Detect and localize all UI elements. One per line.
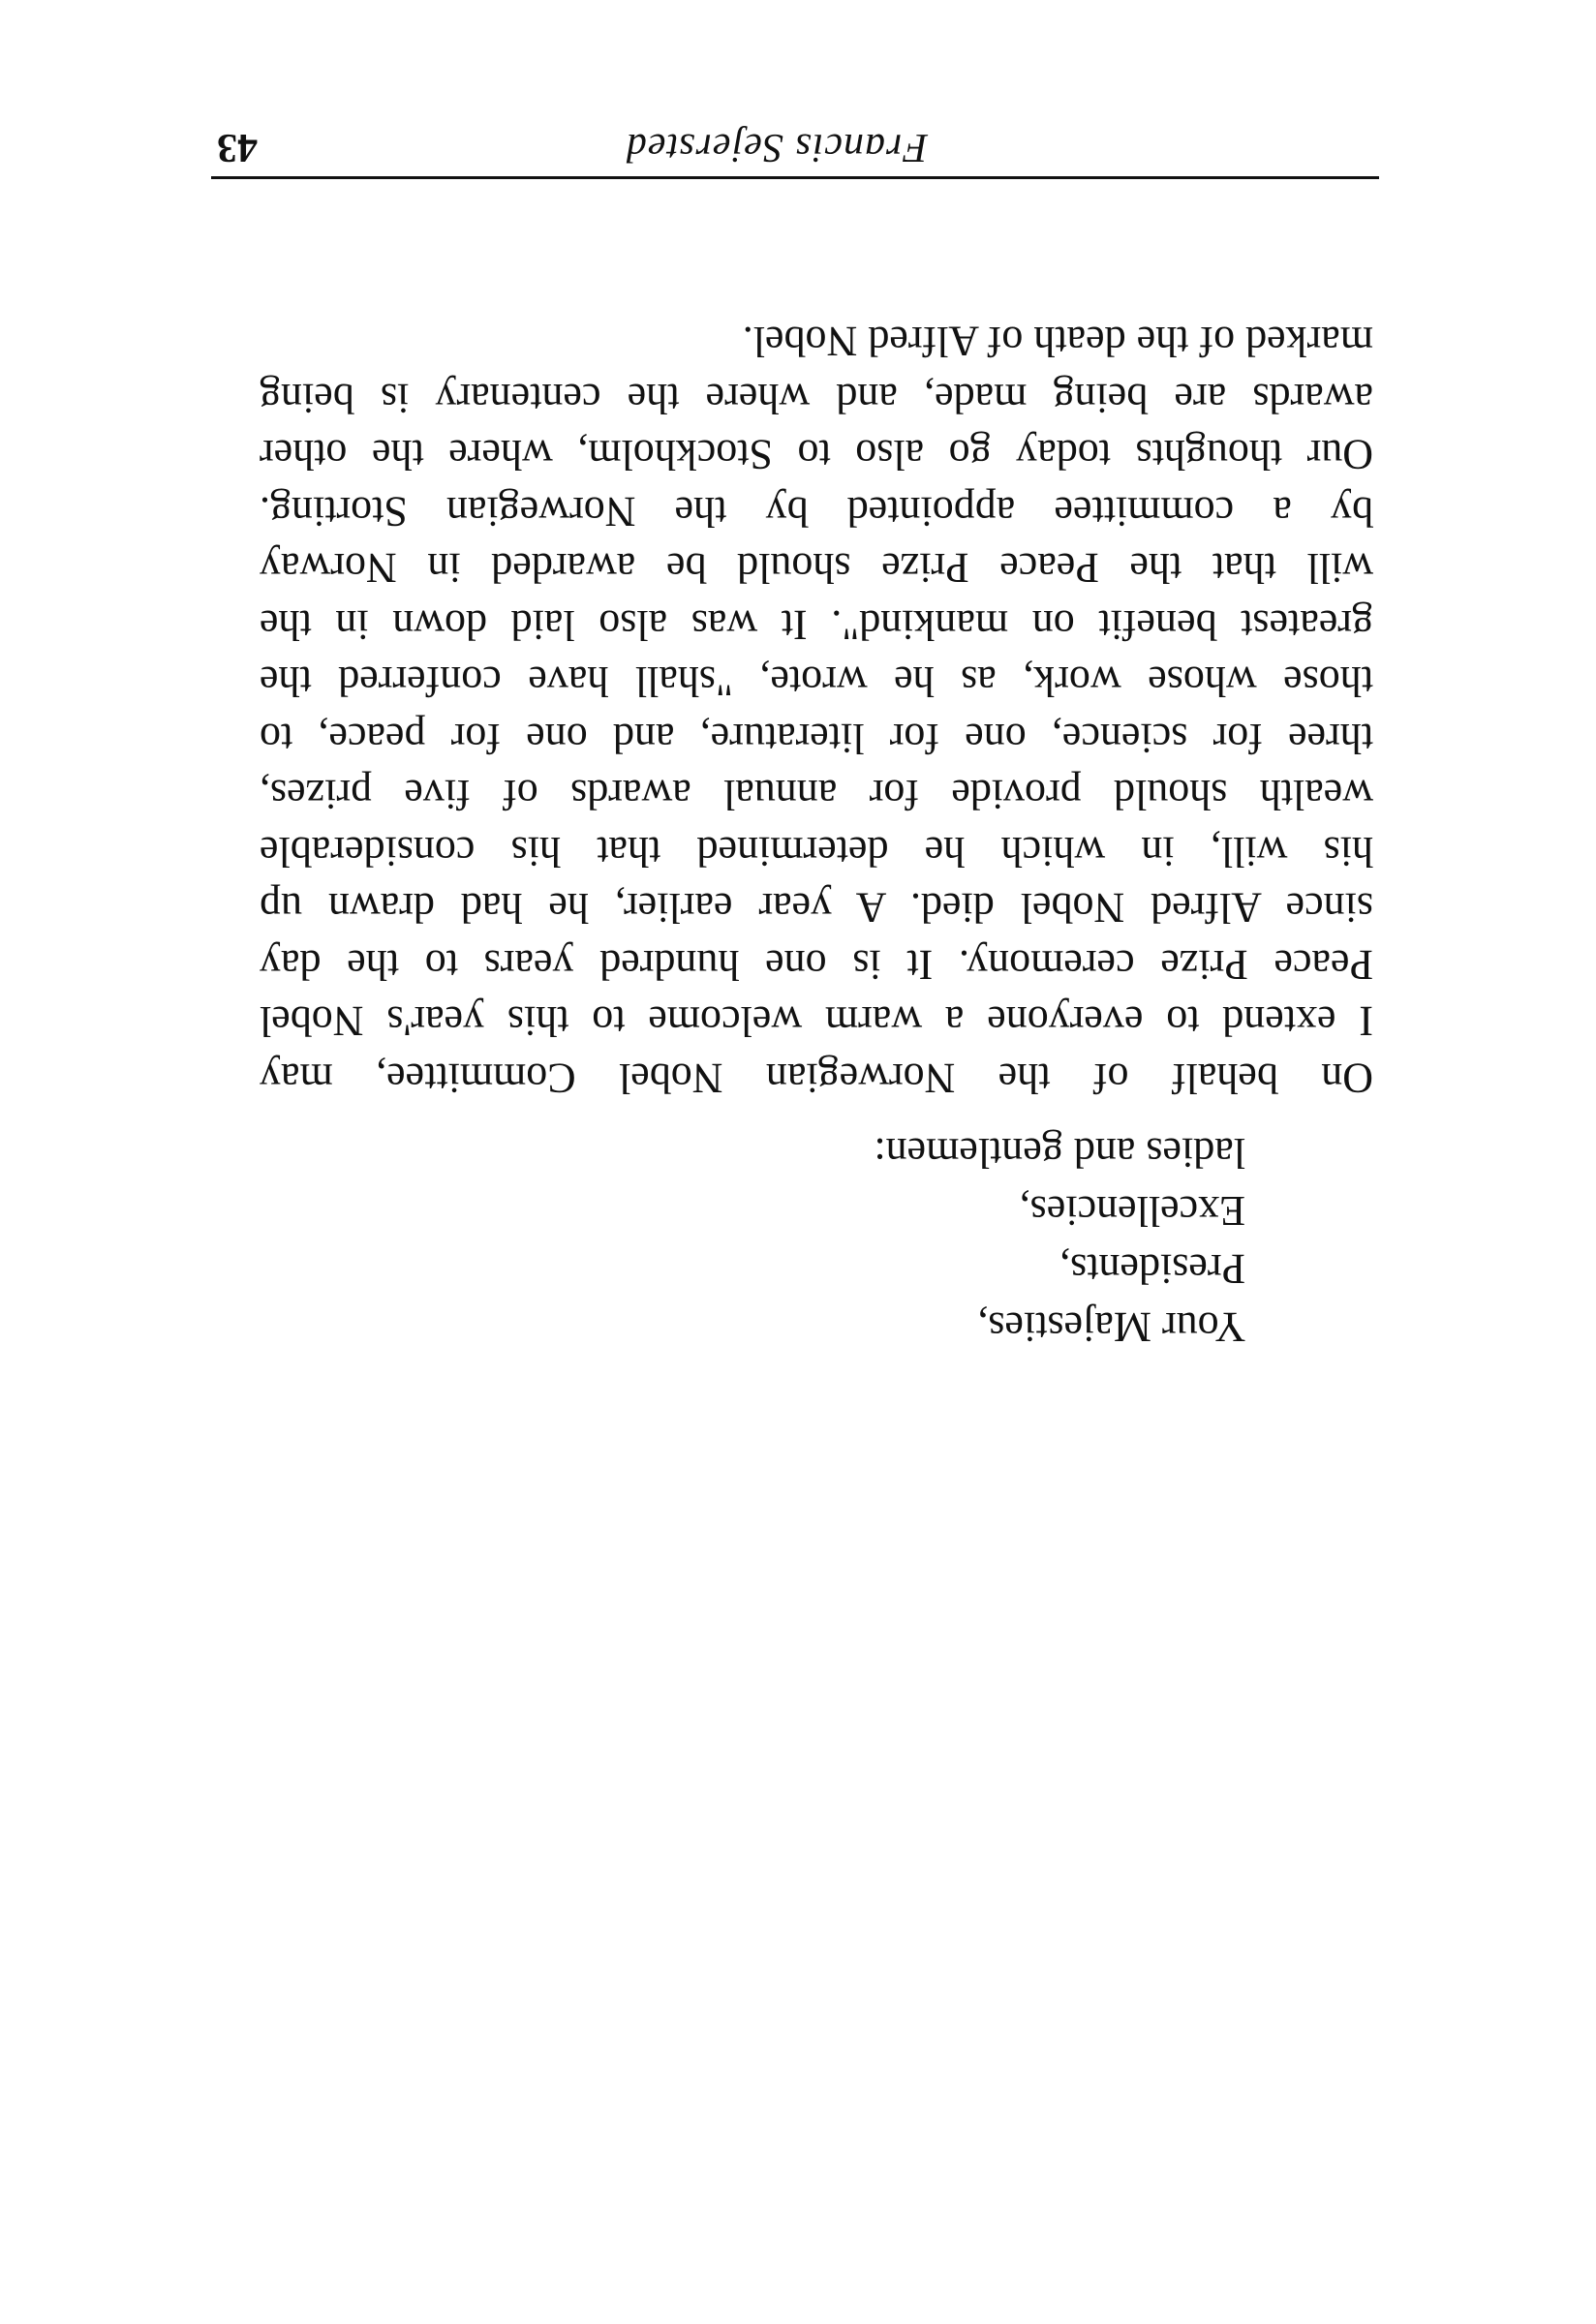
- salutation-line: Excellencies,: [1019, 1187, 1245, 1235]
- page-number: 43: [217, 125, 258, 169]
- salutation-line: ladies and gentlemen:: [874, 1129, 1245, 1177]
- salutation-line: Your Majesties,: [977, 1303, 1245, 1351]
- running-head: [217, 118, 1379, 176]
- paragraph-line: since Alfred Nobel died. A year earlier, he had drawn up: [260, 884, 1373, 933]
- paragraph-line: Peace Prize ceremony. It is one hundred years to the day: [260, 941, 1373, 989]
- paragraph-line: marked of the death of Alfred Nobel.: [742, 318, 1373, 366]
- body-paragraph: [260, 313, 1373, 1106]
- salutation-line: Presidents,: [1059, 1245, 1245, 1293]
- paragraph-line: On behalf of the Norwegian Nobel Committee, may: [260, 1055, 1373, 1102]
- paragraph-line: wealth should provide for annual awards of five prizes,: [260, 771, 1373, 819]
- paragraph-line: his will, in which he determined that his considerable: [260, 828, 1373, 875]
- paragraph-line: will that the Peace Prize should be awarded in Norway: [260, 544, 1373, 593]
- header-rule: [211, 176, 1379, 179]
- salutation: [874, 1123, 1245, 1356]
- paragraph-line: Our thoughts today go also to Stockholm, where the other: [260, 431, 1373, 479]
- paragraph-line: by a committee appointed by the Norwegian Storting.: [260, 488, 1373, 535]
- paragraph-line: three for science, one for literature, and one for peace, to: [260, 715, 1373, 762]
- paragraph-line: greatest benefit on mankind". It was also laid down in the: [260, 601, 1373, 649]
- paragraph-line: I extend to everyone a warm welcome to this year's Nobel: [260, 997, 1373, 1046]
- paragraph-line: those whose work, as he wrote, "shall have conferred the: [260, 657, 1373, 706]
- paragraph-line: awards are being made, and where the centenary is being: [260, 375, 1373, 422]
- running-title: Francis Sejersted: [625, 125, 928, 169]
